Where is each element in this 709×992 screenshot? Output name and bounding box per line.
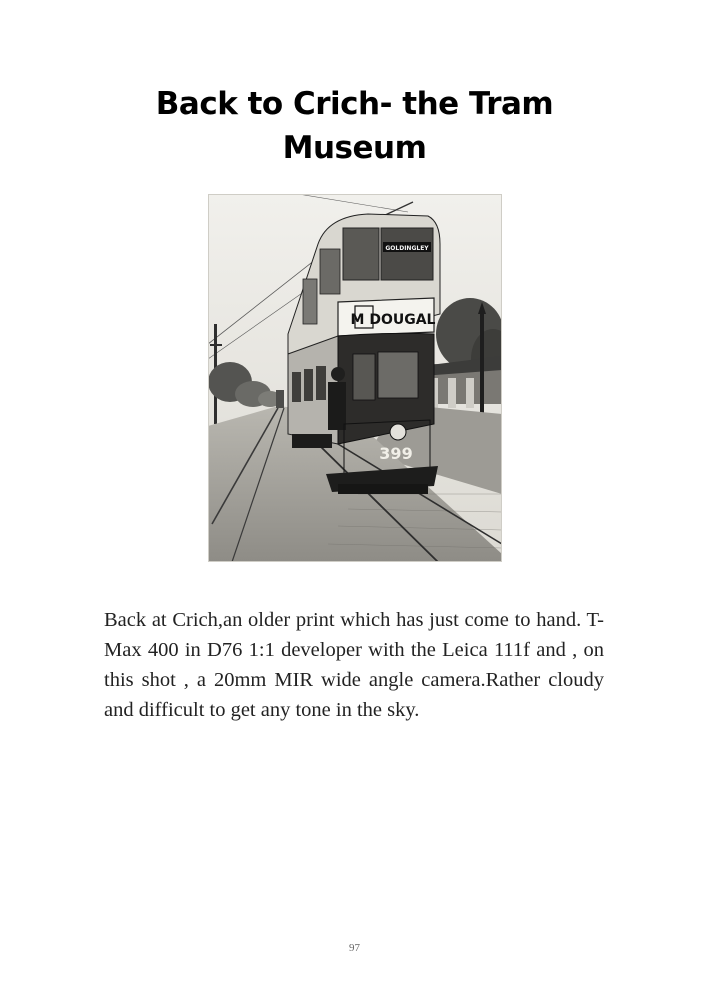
page-number: 97 <box>349 942 360 954</box>
page-title: Back to Crich- the Tram Museum <box>155 86 554 166</box>
destination-sign: GOLDINGLEY <box>385 245 429 252</box>
tram-photograph <box>208 194 502 562</box>
tram-advert: M DOUGAL <box>350 312 436 328</box>
body-paragraph: Back at Crich,an older print which has just come to hand. T-Max 400 in D76 1:1 developer with the Leica 111f and , on this shot , a 20mm MIR wide angle camera.Rather cloudy and difficult to get any tone in the sky. <box>104 609 604 721</box>
driver-figure <box>331 367 345 381</box>
fleet-number: 399 <box>379 444 413 463</box>
tram-photo-illustration <box>208 194 502 562</box>
